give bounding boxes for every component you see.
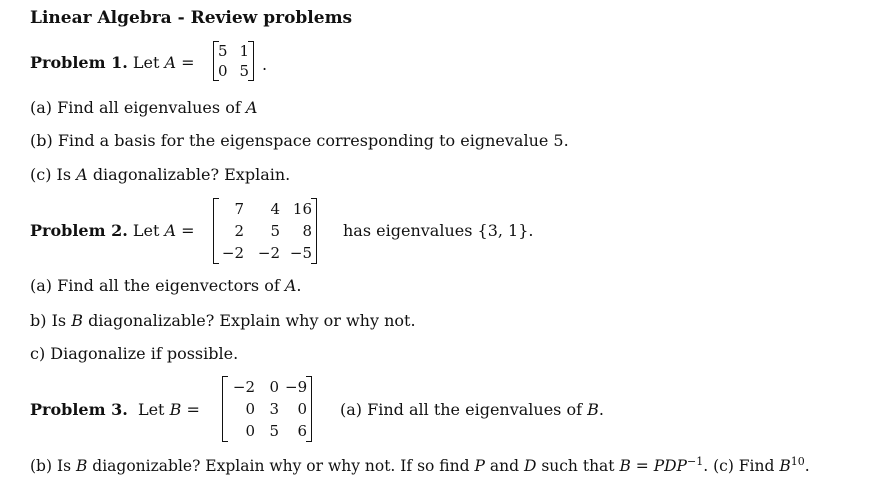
matrix-entry: 0 xyxy=(297,400,307,418)
matrix-entry: −5 xyxy=(289,244,312,262)
matrix-entry: 5 xyxy=(218,42,228,60)
problem-3-part-a xyxy=(340,400,604,419)
part-text: . xyxy=(804,457,810,475)
matrix-b-problem-3 xyxy=(222,376,312,442)
matrix-entry: 6 xyxy=(297,422,307,440)
part-text: (a) Find all the eigenvectors of xyxy=(30,276,280,295)
problem-1-statement xyxy=(30,53,195,72)
equals-sign: = xyxy=(181,53,195,72)
matrix-entry: 0 xyxy=(245,400,255,418)
exponent: 10 xyxy=(790,455,805,468)
matrix-entry: −2 xyxy=(232,378,255,396)
matrix-var: B xyxy=(169,400,182,419)
period: . xyxy=(262,55,268,74)
matrix-entry: 2 xyxy=(234,222,244,240)
part-text: . xyxy=(296,276,302,295)
matrix-entry: 4 xyxy=(270,200,280,218)
part-text: diagonalizable? Explain why or why not. xyxy=(88,311,416,330)
matrix-var: B xyxy=(587,400,599,419)
equals-sign: = xyxy=(186,400,200,419)
let-text: Let xyxy=(137,400,165,419)
part-text: b) Is xyxy=(30,311,67,330)
matrix-entry: 3 xyxy=(269,400,279,418)
part-text: and xyxy=(489,457,519,475)
problem-3-label: Problem 3. xyxy=(30,400,128,419)
matrix-entry: 16 xyxy=(292,200,312,218)
let-text: Let xyxy=(132,221,160,240)
problem-2-part-c: c) Diagonalize if possible. xyxy=(30,344,239,363)
matrix-var: P xyxy=(474,457,485,475)
problem-2-part-a xyxy=(30,276,302,295)
problem-2-statement xyxy=(30,221,195,240)
problem-1-part-c xyxy=(30,165,290,184)
matrix-entry: 5 xyxy=(270,222,280,240)
part-text: (a) Find all eigenvalues of xyxy=(30,98,241,117)
matrix-entry: 0 xyxy=(269,378,279,396)
matrix-a-problem-2 xyxy=(213,198,317,264)
exponent: −1 xyxy=(687,455,704,468)
matrix-entry: −2 xyxy=(257,244,280,262)
matrix-entry: −2 xyxy=(221,244,244,262)
part-text: . xyxy=(598,400,604,419)
problem-2-label: Problem 2. xyxy=(30,221,128,240)
part-text: (a) Find all the eigenvalues of xyxy=(340,400,583,419)
part-text: (c) Find xyxy=(713,457,775,475)
page-title: Linear Algebra - Review problems xyxy=(30,8,353,28)
matrix-var: D xyxy=(523,457,537,475)
matrix-var: A xyxy=(284,276,297,295)
matrix-entry: 1 xyxy=(239,42,250,60)
matrix-var: A xyxy=(164,221,177,240)
part-text: such that xyxy=(541,457,615,475)
matrix-entry: 8 xyxy=(302,222,312,240)
problem-1-part-b: (b) Find a basis for the eigenspace corresponding to eignevalue 5. xyxy=(30,131,569,150)
problem-1-label: Problem 1. xyxy=(30,53,128,72)
part-text: diagonizable? Explain why or why not. If so find xyxy=(92,457,470,475)
matrix-var: B xyxy=(779,457,791,475)
matrix-var: A xyxy=(164,53,177,72)
matrix-entry: 0 xyxy=(245,422,255,440)
eigenvalues-note: has eigenvalues {3, 1}. xyxy=(343,221,534,240)
problem-3-part-b-c xyxy=(30,457,810,475)
part-text: (b) Is xyxy=(30,457,72,475)
let-text: Let xyxy=(132,53,160,72)
matrix-var: A xyxy=(76,165,88,184)
matrix-var: B xyxy=(71,311,83,330)
problem-1-part-a xyxy=(30,98,257,117)
equals-sign: = xyxy=(181,221,195,240)
part-text: . xyxy=(703,457,709,475)
matrix-var: B xyxy=(75,457,88,475)
matrix-entry: 5 xyxy=(269,422,279,440)
matrix-entry: 7 xyxy=(234,200,244,218)
matrix-entry: 0 xyxy=(218,62,228,80)
problem-2-part-b xyxy=(30,311,416,330)
matrix-var: A xyxy=(245,98,258,117)
equation: B = PDP xyxy=(619,457,687,475)
part-text: diagonalizable? Explain. xyxy=(92,165,291,184)
part-text: (c) Is xyxy=(30,165,72,184)
matrix-entry: 5 xyxy=(239,62,250,80)
matrix-entry: −9 xyxy=(285,378,308,396)
problem-3-statement xyxy=(30,400,200,419)
matrix-a-problem-1 xyxy=(213,41,254,81)
